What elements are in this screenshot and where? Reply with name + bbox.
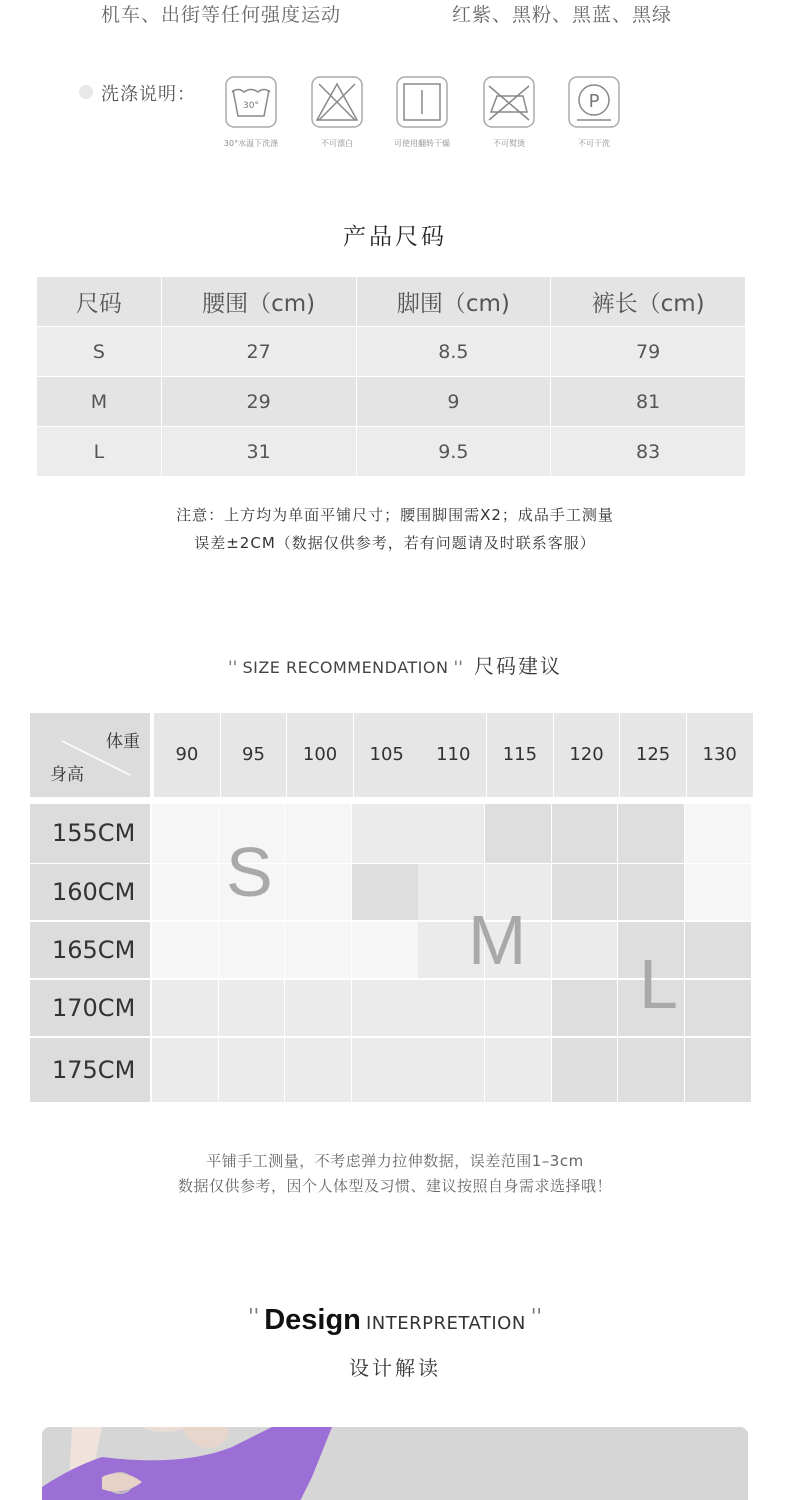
recommendation-cell <box>685 922 751 978</box>
design-title-bold: Design <box>264 1304 361 1336</box>
height-row-label: 155CM <box>30 804 150 863</box>
recommendation-cell <box>352 864 418 920</box>
recommendation-cell <box>552 1038 618 1102</box>
height-row-label: 170CM <box>30 980 150 1036</box>
weight-header-cell: 115 <box>487 713 553 797</box>
recommendation-cell <box>285 864 351 920</box>
weight-header-cell: 105 <box>354 713 420 797</box>
column-header: 脚围（cm) <box>356 277 551 327</box>
table-cell: 9 <box>356 377 551 427</box>
table-cell: L <box>37 427 162 477</box>
size-note-line-2: 误差±2CM（数据仅供参考，若有问题请及时联系客服） <box>194 534 596 552</box>
recommendation-cell <box>352 980 418 1036</box>
disclaimer-line-2: 数据仅供参考，因个人体型及习惯、建议按照自身需求选择哦！ <box>177 1177 612 1195</box>
weight-header-cell: 100 <box>287 713 353 797</box>
care-item-dryclean <box>554 76 634 149</box>
recommendation-cell <box>285 1038 351 1102</box>
table-cell: 8.5 <box>356 327 551 377</box>
svg-text:P: P <box>588 91 600 112</box>
disclaimer-line-1: 平铺手工测量，不考虑弹力拉伸数据，误差范围1–3cm <box>206 1152 584 1170</box>
column-header: 腰围（cm) <box>161 277 356 327</box>
recommendation-title-cn: 尺码建议 <box>474 654 562 678</box>
no-dry-clean-icon <box>568 76 620 128</box>
quote-mark: '' <box>227 658 238 678</box>
care-caption: 不可熨烫 <box>493 139 525 148</box>
model-photo-illustration <box>42 1427 748 1500</box>
size-table-title: 产品尺码 <box>343 224 447 250</box>
weight-header-cell: 90 <box>154 713 220 797</box>
recommendation-cell <box>219 922 285 978</box>
column-header: 裤长（cm) <box>551 277 746 327</box>
table-cell: 31 <box>161 427 356 477</box>
recommendation-cell <box>685 1038 751 1102</box>
weight-header-cell: 130 <box>687 713 753 797</box>
care-caption: 30°水温下洗涤 <box>223 139 279 148</box>
table-cell: 81 <box>551 377 746 427</box>
color-options-text: 红紫、黑粉、黑蓝、黑绿 <box>452 4 673 26</box>
design-subtitle: 设计解读 <box>349 1356 441 1380</box>
care-item-dry <box>382 76 462 149</box>
height-row-label: 165CM <box>30 922 150 978</box>
table-header-row <box>37 277 746 327</box>
table-row <box>37 327 746 377</box>
weight-header-cell: 120 <box>554 713 620 797</box>
recommendation-cell <box>685 804 751 863</box>
recommendation-grid <box>30 804 758 1103</box>
recommendation-cell <box>418 980 484 1036</box>
recommendation-title-en: SIZE RECOMMENDATION <box>242 658 449 677</box>
recommendation-cell <box>485 980 551 1036</box>
recommendation-cell <box>285 922 351 978</box>
recommendation-cell <box>418 1038 484 1102</box>
no-iron-icon <box>483 76 535 128</box>
quote-mark: '' <box>248 1304 260 1328</box>
quote-mark: '' <box>530 1304 542 1328</box>
bullet-dot <box>79 85 93 99</box>
svg-text:30°: 30° <box>243 101 259 111</box>
weight-header-cell: 95 <box>221 713 287 797</box>
recommendation-cell <box>685 980 751 1036</box>
recommendation-header <box>30 713 758 797</box>
recommendation-cell <box>552 864 618 920</box>
recommendation-cell <box>552 922 618 978</box>
design-title-en: INTERPRETATION <box>365 1313 526 1334</box>
recommendation-cell <box>219 980 285 1036</box>
recommendation-title <box>0 650 790 679</box>
table-cell: 29 <box>161 377 356 427</box>
recommendation-cell <box>418 804 484 863</box>
size-note-line-1: 注意：上方均为单面平铺尺寸；腰围脚围需X2；成品手工测量 <box>176 506 614 524</box>
no-bleach-icon <box>311 76 363 128</box>
tumble-dry-icon <box>396 76 448 128</box>
table-row <box>37 377 746 427</box>
recommendation-cell <box>152 804 218 863</box>
table-cell: M <box>37 377 162 427</box>
table-cell: S <box>37 327 162 377</box>
recommendation-cell <box>285 804 351 863</box>
size-s-label: S <box>226 833 273 911</box>
recommendation-cell <box>552 980 618 1036</box>
corner-cell <box>30 713 150 797</box>
care-item-bleach <box>297 76 377 149</box>
care-item-iron <box>469 76 549 149</box>
recommendation-cell <box>618 864 684 920</box>
recommendation-cell <box>352 1038 418 1102</box>
weight-label: 体重 <box>106 732 140 752</box>
column-header: 尺码 <box>37 277 162 327</box>
washing-instructions <box>0 72 790 162</box>
recommendation-cell <box>352 922 418 978</box>
recommendation-cell <box>552 804 618 863</box>
table-cell: 83 <box>551 427 746 477</box>
recommendation-cell <box>485 804 551 863</box>
activity-text: 机车、出街等任何强度运动 <box>101 4 342 26</box>
intro-line <box>0 0 790 30</box>
care-item-wash <box>211 76 291 149</box>
quote-mark: '' <box>453 658 463 678</box>
weight-header-cell: 125 <box>620 713 686 797</box>
size-table <box>36 276 746 477</box>
size-m-label: M <box>468 901 527 979</box>
recommendation-cell <box>152 864 218 920</box>
recommendation-cell <box>285 980 351 1036</box>
care-caption: 不可漂白 <box>321 139 353 148</box>
table-cell: 79 <box>551 327 746 377</box>
recommendation-cell <box>618 804 684 863</box>
recommendation-cell <box>152 980 218 1036</box>
care-caption: 不可干洗 <box>578 139 610 148</box>
table-row <box>37 427 746 477</box>
size-l-label: L <box>639 945 678 1023</box>
recommendation-cell <box>685 864 751 920</box>
recommendation-cell <box>152 922 218 978</box>
care-caption: 可使用翻转干燥 <box>394 139 450 148</box>
height-row-label: 175CM <box>30 1038 150 1102</box>
table-cell: 27 <box>161 327 356 377</box>
height-label: 身高 <box>50 765 84 785</box>
weight-header-cell: 110 <box>420 713 486 797</box>
product-photo <box>42 1427 748 1500</box>
recommendation-cell <box>485 1038 551 1102</box>
design-title <box>0 1304 790 1337</box>
diagonal-divider <box>30 713 150 797</box>
table-cell: 9.5 <box>356 427 551 477</box>
recommendation-cell <box>152 1038 218 1102</box>
wash-30-icon <box>225 76 277 128</box>
recommendation-cell <box>618 1038 684 1102</box>
height-row-label: 160CM <box>30 864 150 920</box>
washing-label: 洗涤说明： <box>101 84 196 105</box>
recommendation-cell <box>219 1038 285 1102</box>
recommendation-cell <box>352 804 418 863</box>
